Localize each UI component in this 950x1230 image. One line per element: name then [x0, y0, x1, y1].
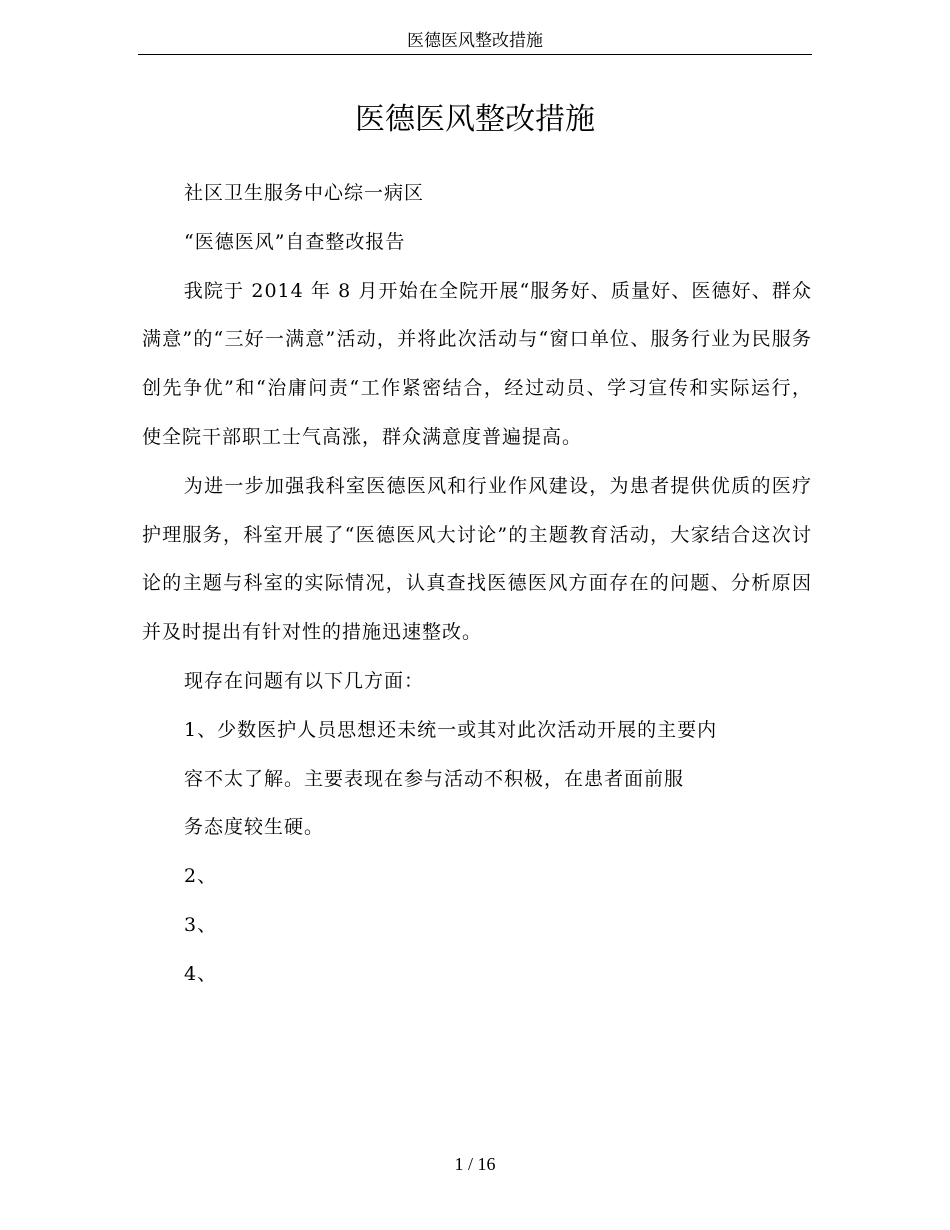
problem-item-1-line-3: 务态度较生硬。 — [184, 816, 325, 839]
running-header: 医德医风整改措施 — [407, 31, 543, 51]
problem-item-2: 2、 — [184, 865, 218, 888]
unit-name-line: 社区卫生服务中心综一病区 — [184, 182, 425, 204]
problem-item-3: 3、 — [184, 913, 218, 936]
header-divider — [138, 54, 812, 55]
paragraph-department-initiative: 为进一步加强我科室医德医风和行业作风建设，为患者提供优质的医疗护理服务，科室开展了“医德医风大讨论”的主题教育活动，大家结合这次讨论的主题与科室的实际情况，认真查找医德医风方面存在的问题、分析原因并及时提出有针对性的措施迅速整改。 — [142, 474, 812, 644]
report-title-line: “医德医风”自查整改报告 — [184, 230, 406, 253]
paragraph-activity-overview: 我院于 2014 年 8 月开始在全院开展“服务好、质量好、医德好、群众满意”的“三好一满意”活动，并将此次活动与“窗口单位、服务行业为民服务创先争优”和“治庸问责“工作紧密结合，经过动员、学习宣传和实际运行，使全院干部职工士气高涨，群众满意度普遍提高。 — [142, 279, 812, 448]
document-title: 医德医风整改措施 — [355, 102, 595, 137]
problems-intro-line: 现存在问题有以下几方面： — [184, 669, 425, 692]
problem-item-1-line-2: 容不太了解。主要表现在参与活动不积极，在患者面前服 — [184, 767, 685, 790]
problem-item-4: 4、 — [184, 962, 218, 985]
problem-item-1-line-1: 1、少数医护人员思想还未统一或其对此次活动开展的主要内 — [184, 718, 718, 741]
document-body — [142, 169, 812, 999]
page-number: 1 / 16 — [454, 1154, 496, 1174]
